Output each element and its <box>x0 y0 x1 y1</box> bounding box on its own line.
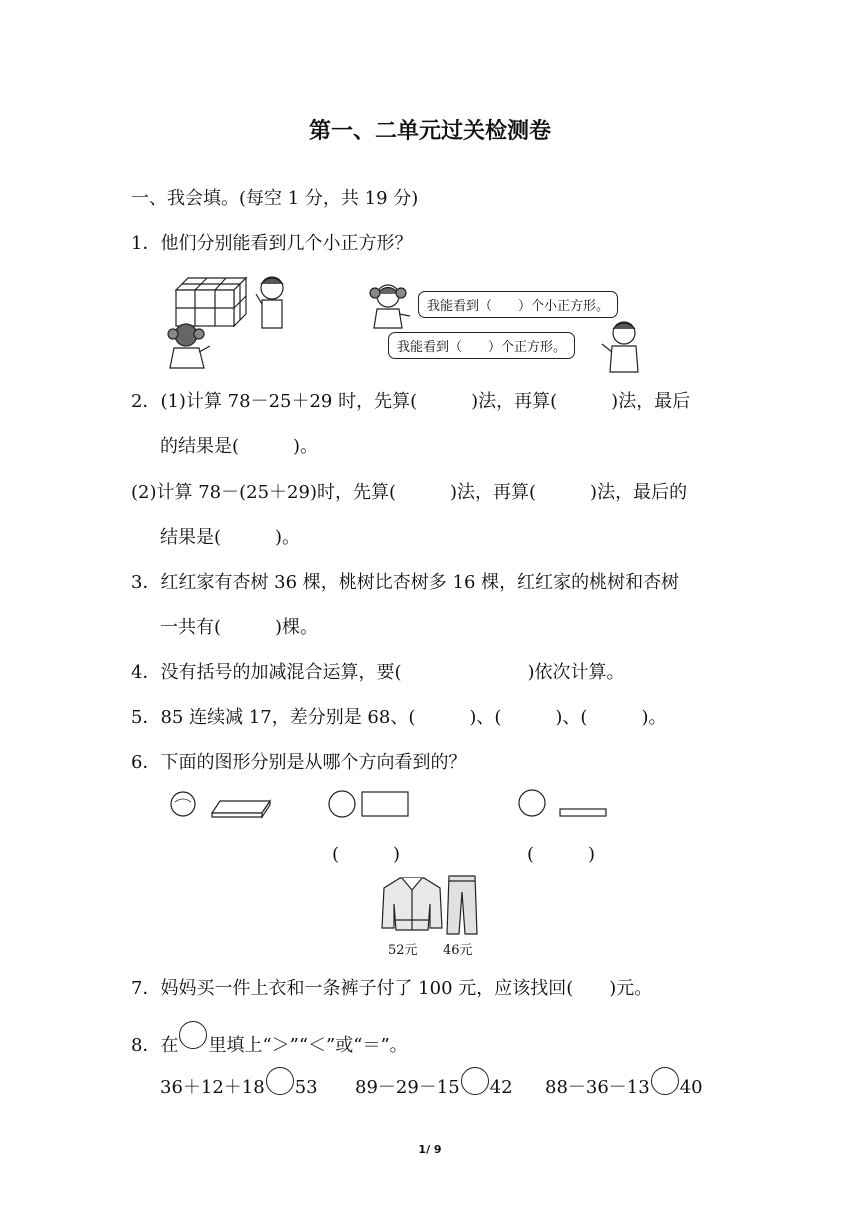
question-8-prefix: 8．在 <box>131 1035 179 1056</box>
circle-and-strip-view <box>518 790 608 818</box>
jacket-price: 52元 <box>388 943 418 958</box>
answer-blank-2: ( ) <box>527 844 596 865</box>
question-2-line4: 结果是( )。 <box>160 527 301 548</box>
page-number: 1/ 9 <box>418 1143 442 1156</box>
comparison-3-left: 88－36－13 <box>545 1077 650 1098</box>
comparison-2-right: 42 <box>489 1077 513 1098</box>
pants-icon <box>445 874 479 936</box>
question-4-text: 4．没有括号的加减混合运算，要( )依次计算。 <box>131 662 625 683</box>
comparison-2-circle[interactable] <box>461 1067 489 1095</box>
question-6-text: 6．下面的图形分别是从哪个方向看到的？ <box>131 752 467 773</box>
cube-stack-illustration <box>176 278 246 328</box>
comparison-3 <box>545 1067 703 1099</box>
comparison-2 <box>355 1067 513 1099</box>
jacket-icon <box>380 876 444 932</box>
page-title: 第一、二单元过关检测卷 <box>308 119 551 144</box>
question-7-text: 7．妈妈买一件上衣和一条裤子付了 100 元，应该找回( )元。 <box>131 978 653 999</box>
pants-price: 46元 <box>443 943 473 958</box>
question-3-line2: 一共有( )棵。 <box>160 617 319 638</box>
speech-bubble-boy: 我能看到（ ）个正方形。 <box>388 332 575 359</box>
boy-figure-icon <box>254 272 288 332</box>
comparison-3-right: 40 <box>679 1077 703 1098</box>
comparison-1-circle[interactable] <box>266 1067 294 1095</box>
girl-speaker-icon <box>368 282 412 330</box>
answer-blank-1: ( ) <box>332 844 401 865</box>
comparison-1-right: 53 <box>294 1077 318 1098</box>
comparison-3-circle[interactable] <box>651 1067 679 1095</box>
circle-symbol-icon <box>179 1021 207 1049</box>
girl-figure-icon <box>166 322 212 370</box>
speech-bubble-girl: 我能看到（ ）个小正方形。 <box>418 291 618 318</box>
comparison-2-left: 89－29－15 <box>355 1077 460 1098</box>
question-3-line1: 3．红红家有杏树 36 棵，桃树比杏树多 16 棵，红红家的桃树和杏树 <box>131 572 680 593</box>
comparison-1 <box>160 1067 318 1099</box>
question-8-suffix: 里填上“＞”“＜”或“＝”。 <box>208 1035 408 1056</box>
boy-speaker-icon <box>600 318 644 374</box>
question-8-text <box>131 1021 408 1057</box>
question-5-text: 5．85 连续减 17，差分别是 68、( )、( )、( )。 <box>131 707 667 728</box>
comparison-1-left: 36＋12＋18 <box>160 1077 265 1098</box>
circle-and-rectangle-view <box>328 790 410 818</box>
question-2-line2: 的结果是( )。 <box>160 436 319 457</box>
section-heading: 一、我会填。(每空 1 分，共 19 分) <box>131 188 419 209</box>
question-2-line3: (2)计算 78－(25＋29)时，先算( )法，再算( )法，最后的 <box>131 482 688 503</box>
question-2-line1: 2．(1)计算 78－25＋29 时，先算( )法，再算( )法，最后 <box>131 391 691 412</box>
question-1-text: 1．他们分别能看到几个小正方形？ <box>131 233 413 254</box>
sphere-and-box-figure <box>170 791 272 819</box>
